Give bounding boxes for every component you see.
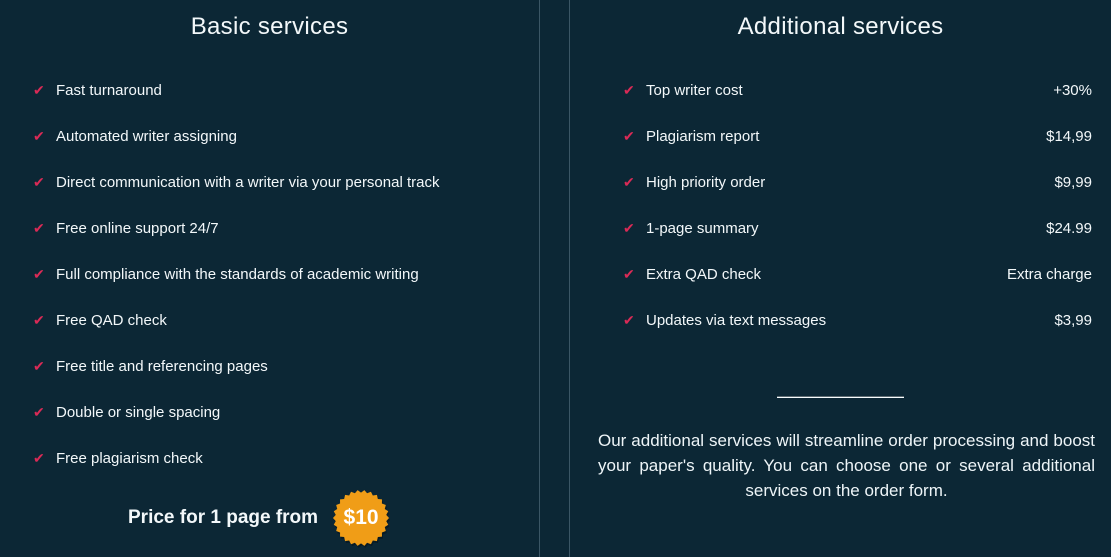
list-item-price: $14,99 [1046,127,1092,145]
check-icon: ✔ [623,312,635,328]
list-item-label: Full compliance with the standards of academic writing [56,265,419,283]
basic-services-list [0,67,539,481]
check-icon: ✔ [623,128,635,144]
check-icon: ✔ [33,312,45,328]
list-item-price: $9,99 [1054,173,1092,191]
list-item-label: Top writer cost [646,81,743,99]
check-icon: ✔ [33,128,45,144]
list-item-price: $24.99 [1046,219,1092,237]
check-icon: ✔ [33,174,45,190]
list-item-label: Direct communication with a writer via your personal track [56,173,440,191]
list-item [0,251,539,297]
list-item [0,343,539,389]
list-item [0,435,539,481]
check-icon: ✔ [33,266,45,282]
check-icon: ✔ [33,404,45,420]
check-icon: ✔ [623,82,635,98]
check-icon: ✔ [623,220,635,236]
additional-services-note: Our additional services will streamline order processing and boost your paper's quality. You can choose one or several additional services on the order form. [598,431,1095,500]
basic-services-column [0,0,540,557]
check-icon: ✔ [33,358,45,374]
list-item-label: Plagiarism report [646,127,760,145]
list-item-label: Updates via text messages [646,311,827,329]
price-label: Price for 1 page from [128,507,319,528]
list-item [570,205,1111,251]
list-item [0,113,539,159]
basic-services-title: Basic services [190,13,349,40]
check-icon: ✔ [623,266,635,282]
list-item-label: Fast turnaround [56,81,162,99]
list-item [570,297,1111,343]
list-item [570,159,1111,205]
price-badge-amount: $10 [343,506,379,529]
price-line [0,489,539,547]
check-icon: ✔ [33,450,45,466]
list-item-price: Extra charge [1006,265,1092,283]
list-item [0,389,539,435]
list-item-label: Free online support 24/7 [56,219,219,237]
list-item-label: Automated writer assigning [56,127,237,145]
note-divider [777,396,904,398]
list-item [570,67,1111,113]
price-badge [332,489,390,547]
list-item-label: Free plagiarism check [56,449,203,467]
list-item-label: Free QAD check [56,311,167,329]
list-item [570,113,1111,159]
list-item [0,297,539,343]
additional-services-title: Additional services [737,13,944,40]
additional-services-list [570,67,1111,343]
list-item-price: $3,99 [1054,311,1092,329]
list-item-label: Extra QAD check [646,265,762,283]
check-icon: ✔ [33,82,45,98]
list-item-label: Free title and referencing pages [56,357,268,375]
list-item-label: High priority order [646,173,766,191]
list-item [0,159,539,205]
list-item [0,67,539,113]
check-icon: ✔ [623,174,635,190]
list-item-label: 1-page summary [646,219,759,237]
check-icon: ✔ [33,220,45,236]
list-item [0,205,539,251]
list-item-label: Double or single spacing [56,403,221,421]
additional-services-column [569,0,1111,557]
list-item-price: +30% [1053,81,1092,99]
list-item [570,251,1111,297]
